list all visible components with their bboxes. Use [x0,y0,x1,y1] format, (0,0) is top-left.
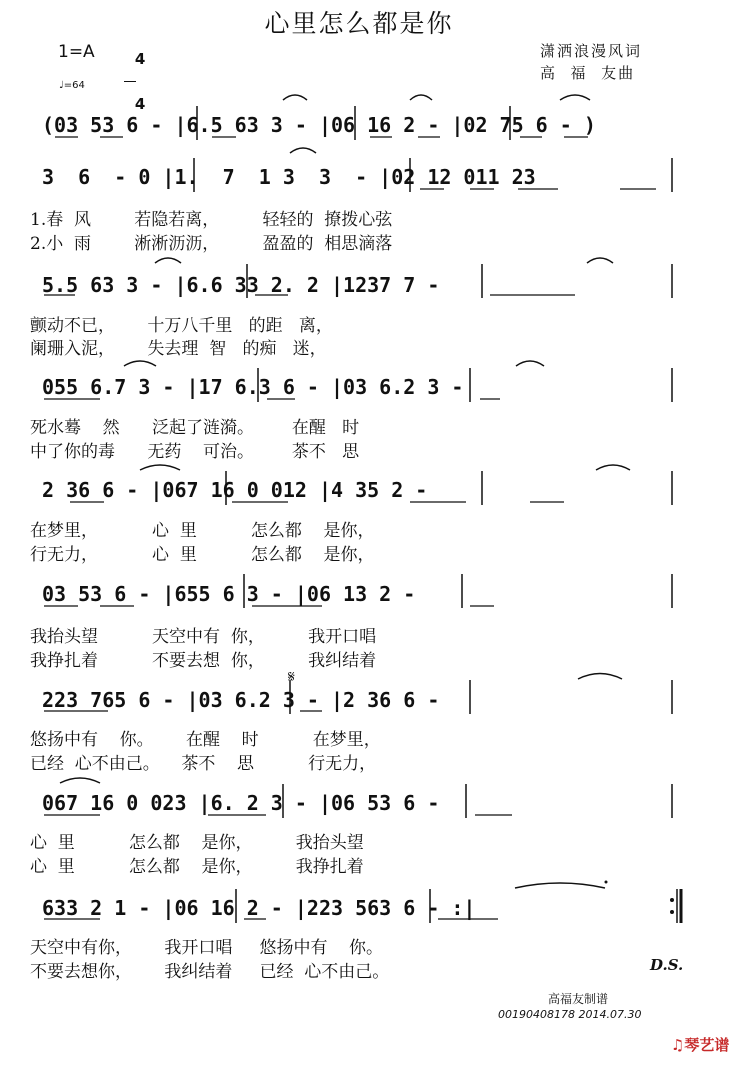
song-title: 心里怎么都是你 [264,9,454,38]
lyric-verse2-line3: 中了你的毒 无药 可治。 茶不 思 [30,442,360,462]
transcriber-credit: 高福友制谱 [548,992,609,1006]
lyric-verse1-line8: 天空中有你， 我开口唱 悠扬中有 你。 [30,938,384,958]
tempo-marking: ♩=64 [59,80,85,91]
notation-line-6: 03 53 6 - |655 6 3 - |06 13 2 - [42,582,416,606]
notation-line-9: 633 2 1 - |06 16 2 - |223 563 6 - :| [42,896,476,920]
notation-line-7: 223 765 6 - |03 6.2 3 - |2 36 6 - [42,688,440,712]
time-bottom: 4 [134,95,146,113]
lyric-verse1-line6: 悠扬中有 你。 在醒 时 在梦里， [30,730,381,750]
notation-line-1: (03 53 6 - |6.5 63 3 - |06 16 2 - |02 75 6 - ) [42,113,596,137]
time-top: 4 [134,50,146,68]
lyric-verse2-line4: 行无力， 心 里 怎么都 是你， [30,545,375,565]
notation-line-5: 2 36 6 - |067 16 0 012 |4 35 2 - [42,478,428,502]
lyricist-credit: 潇洒浪漫风词 [540,42,643,60]
key-signature: 1=A [58,42,95,62]
lyric-verse1-line3: 死水蓦 然 泛起了涟漪。 在醒 时 [30,418,360,438]
lyric-verse1-line2: 颤动不已， 十万八千里 的距 离， [30,316,333,336]
lyric-verse2-line7: 心 里 怎么都 是你， 我挣扎着 [30,857,364,877]
lyric-verse2-line6: 已经 心不由己。 茶不 思 行无力， [30,754,377,774]
logo-text: 琴艺谱 [684,1036,729,1054]
composer-credit: 高 福 友曲 [540,64,636,82]
lyric-verse2-line5: 我挣扎着 不要去想 你， 我纠结着 [30,651,377,671]
lyric-verse2-line1: 2.小 雨 淅淅沥沥， 盈盈的 相思滴落 [30,234,393,254]
notation-line-8: 067 16 0 023 |6. 2 3 - |06 53 6 - [42,791,440,815]
notation-line-4: 055 6.7 3 - |17 6.3 6 - |03 6.2 3 - [42,375,464,399]
transcriber-stamp: 00190408178 2014.07.30 [498,1008,642,1021]
svg-text:𝄋: 𝄋 [288,667,295,686]
lyric-verse2-line2: 阑珊入泥， 失去理 智 的痴 迷， [30,339,327,359]
lyric-verse2-line8: 不要去想你， 我纠结着 已经 心不由己。 [30,962,390,982]
lyric-verse1-line4: 在梦里， 心 里 怎么都 是你， [30,521,375,541]
lyric-verse1-line1: 1.春 风 若隐若离， 轻轻的 撩拨心弦 [30,210,393,230]
notation-line-2: 3 6 - 0 |1. 7 1 3 3 - |02 12 011 23 [42,165,536,189]
dal-segno-mark: D.S. [650,956,684,974]
notation-line-3: 5.5 63 3 - |6.6 33 2. 2 |1237 7 - [42,273,440,297]
logo-icon: ♫ [670,1036,685,1054]
lyric-verse1-line5: 我抬头望 天空中有 你， 我开口唱 [30,627,377,647]
lyric-verse1-line7: 心 里 怎么都 是你， 我抬头望 [30,833,364,853]
